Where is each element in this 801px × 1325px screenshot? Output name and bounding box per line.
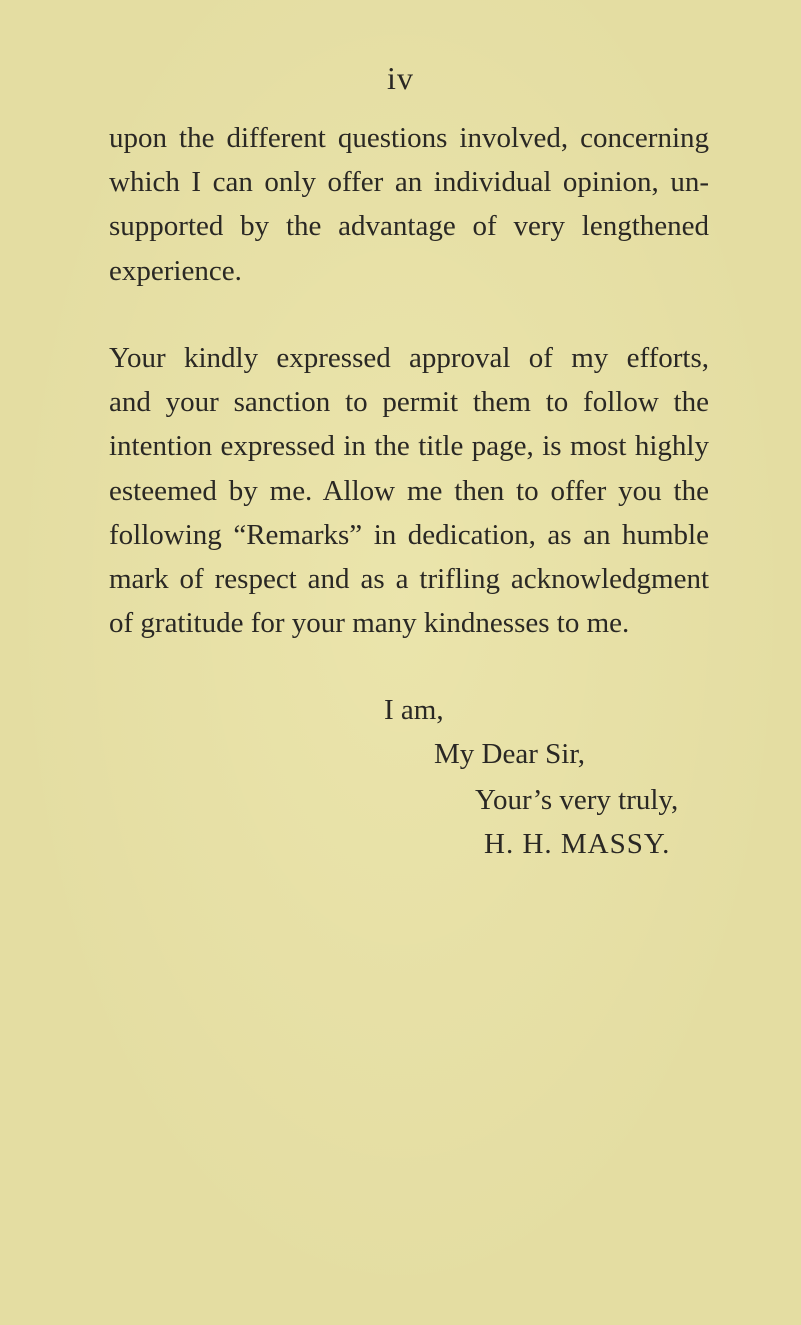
closing-valediction: Your’s very truly, — [475, 784, 679, 816]
text-line: and your sanction to permit them to follow the — [109, 386, 709, 419]
text-line: Your kindly expressed approval of my efforts, — [109, 342, 709, 374]
text-line: which I can only offer an individual opinion, un- — [109, 166, 709, 199]
paragraph-opinion — [109, 116, 709, 293]
closing-salutation: I am, — [384, 694, 444, 726]
text-line: intention expressed in the title page, is most highly — [109, 430, 709, 463]
text-line: esteemed by me. Allow me then to offer you the — [109, 474, 709, 507]
text-line: experience. — [109, 254, 242, 287]
text-line: supported by the advantage of very lengthened — [109, 210, 709, 243]
text-line: following “Remarks” in dedication, as an humble — [109, 518, 709, 551]
signature-name: H. H. MASSY. — [484, 828, 671, 860]
text-line: mark of respect and as a trifling acknowledgment — [109, 563, 709, 596]
text-line: of gratitude for your many kindnesses to me. — [109, 607, 630, 640]
paragraph-dedication — [109, 336, 709, 645]
text-line: upon the different questions involved, concerning — [109, 122, 709, 154]
page-number: iv — [387, 60, 414, 96]
closing-address: My Dear Sir, — [434, 738, 586, 770]
